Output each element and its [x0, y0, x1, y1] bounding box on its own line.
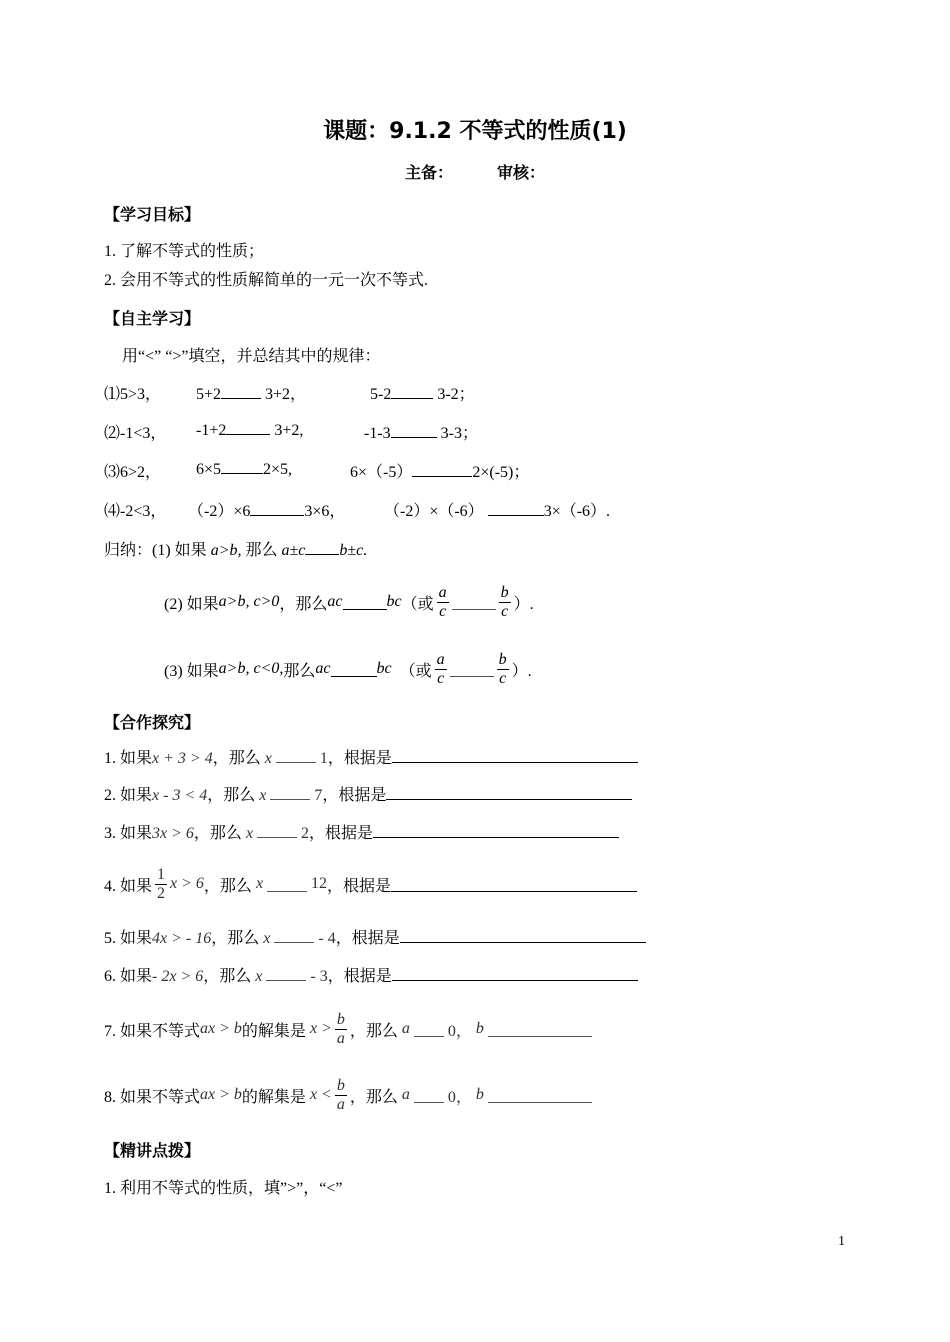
fraction-b-over-c: $\frac{b}{c}$	[498, 650, 507, 687]
summary-row-3: (3) 如果 a>b, c<0, 那么 ac bc （或 $\frac{a}{c}$ $\frac{b}{c}$ ）.	[164, 650, 532, 687]
answer-blank[interactable]	[257, 823, 297, 838]
answer-blank[interactable]	[343, 595, 387, 610]
reason-blank[interactable]	[400, 928, 646, 943]
exercise-row-1: ⑴5>3， 5+2 3+2， 5-2 3-2；	[104, 386, 475, 403]
answer-blank[interactable]	[226, 420, 270, 435]
fraction-one-half: $\frac{1}{2}$	[157, 865, 166, 902]
lecture-item-1: 1. 利用不等式的性质，填”>”，“<”	[104, 1180, 343, 1197]
fraction-b-over-a: $\frac{b}{a}$	[336, 1076, 345, 1113]
answer-blank[interactable]	[391, 423, 437, 438]
answer-blank[interactable]	[221, 459, 263, 474]
page-title: 课题：9.1.2 不等式的性质(1)	[323, 119, 627, 144]
answer-blank[interactable]	[274, 928, 314, 943]
coop-item-2: 2. 如果x - 3 < 4，那么 x 7，根据是	[104, 782, 632, 805]
page-number: 1	[838, 1234, 845, 1249]
fraction-a-over-c: $\frac{a}{c}$	[436, 650, 445, 687]
goals-heading: 【学习目标】	[104, 205, 201, 224]
answer-blank[interactable]	[221, 384, 261, 399]
answer-blank[interactable]	[267, 877, 307, 892]
coop-item-3: 3. 如果3x > 6，那么 x 2，根据是	[104, 820, 619, 843]
main-author-label: 主备：	[404, 163, 453, 182]
answer-blank[interactable]	[414, 1022, 444, 1037]
coop-item-6: 6. 如果- 2x > 6，那么 x - 3，根据是	[104, 963, 638, 986]
exercise-row-3: ⑶6>2， 6×5 2×5, 6×（-5） 2×(-5)；	[104, 461, 530, 481]
reason-blank[interactable]	[392, 748, 638, 763]
review-label: 审核：	[497, 163, 546, 182]
goal-item-2: 2. 会用不等式的性质解简单的一元一次不等式.	[104, 272, 429, 289]
reason-blank[interactable]	[391, 877, 637, 892]
coop-item-1: 1. 如果x + 3 > 4，那么 x 1，根据是	[104, 745, 638, 768]
answer-blank[interactable]	[391, 384, 433, 399]
fraction-b-over-a: $\frac{b}{a}$	[336, 1010, 345, 1047]
fraction-a-over-c: $\frac{a}{c}$	[438, 583, 447, 620]
exercise-row-4: ⑷-2<3， （-2）×6 3×6， （-2）×（-6） 3×（-6）.	[104, 503, 611, 520]
answer-blank[interactable]	[488, 1022, 592, 1037]
authors-line	[0, 160, 950, 183]
lecture-heading: 【精讲点拨】	[104, 1141, 201, 1160]
coop-item-5: 5. 如果4x > - 16，那么 x - 4，根据是	[104, 925, 646, 948]
summary-row-1: 归纳：(1) 如果 a>b, 那么 a±c b±c.	[104, 542, 368, 559]
answer-blank[interactable]	[305, 540, 339, 555]
answer-blank[interactable]	[414, 1088, 444, 1103]
answer-blank[interactable]	[266, 966, 306, 981]
answer-blank[interactable]	[488, 501, 544, 516]
answer-blank[interactable]	[488, 1088, 592, 1103]
exercise-row-2: ⑵-1<3， -1+2 3+2, -1-3 3-3；	[104, 422, 478, 442]
answer-blank[interactable]	[412, 462, 472, 477]
self-study-heading: 【自主学习】	[104, 309, 201, 328]
goal-item-1: 1. 了解不等式的性质；	[104, 243, 265, 260]
answer-blank[interactable]	[270, 785, 310, 800]
coop-item-8: 8. 如果不等式 ax > b 的解集是 x < $\frac{b}{a}$ ，那么 a 0， b	[104, 1071, 592, 1119]
answer-blank[interactable]	[331, 662, 377, 677]
answer-blank[interactable]	[250, 501, 304, 516]
summary-row-2: (2) 如果 a>b, c>0 ，那么 ac bc （或 $\frac{a}{c}$ $\frac{b}{c}$ ）.	[164, 583, 534, 620]
self-study-intro: 用“<” “>”填空，并总结其中的规律：	[122, 348, 381, 365]
cooperate-heading: 【合作探究】	[104, 713, 201, 732]
coop-item-4: 4. 如果 $\frac{1}{2}$ x > 6 ，那么 x 12 ，根据是	[104, 860, 637, 908]
coop-item-7: 7. 如果不等式 ax > b 的解集是 x > $\frac{b}{a}$ ，那么 a 0， b	[104, 1005, 592, 1053]
reason-blank[interactable]	[392, 966, 638, 981]
answer-blank[interactable]	[276, 748, 316, 763]
reason-blank[interactable]	[373, 823, 619, 838]
answer-blank[interactable]	[450, 662, 494, 677]
reason-blank[interactable]	[386, 785, 632, 800]
answer-blank[interactable]	[452, 595, 496, 610]
fraction-b-over-c: $\frac{b}{c}$	[500, 583, 509, 620]
